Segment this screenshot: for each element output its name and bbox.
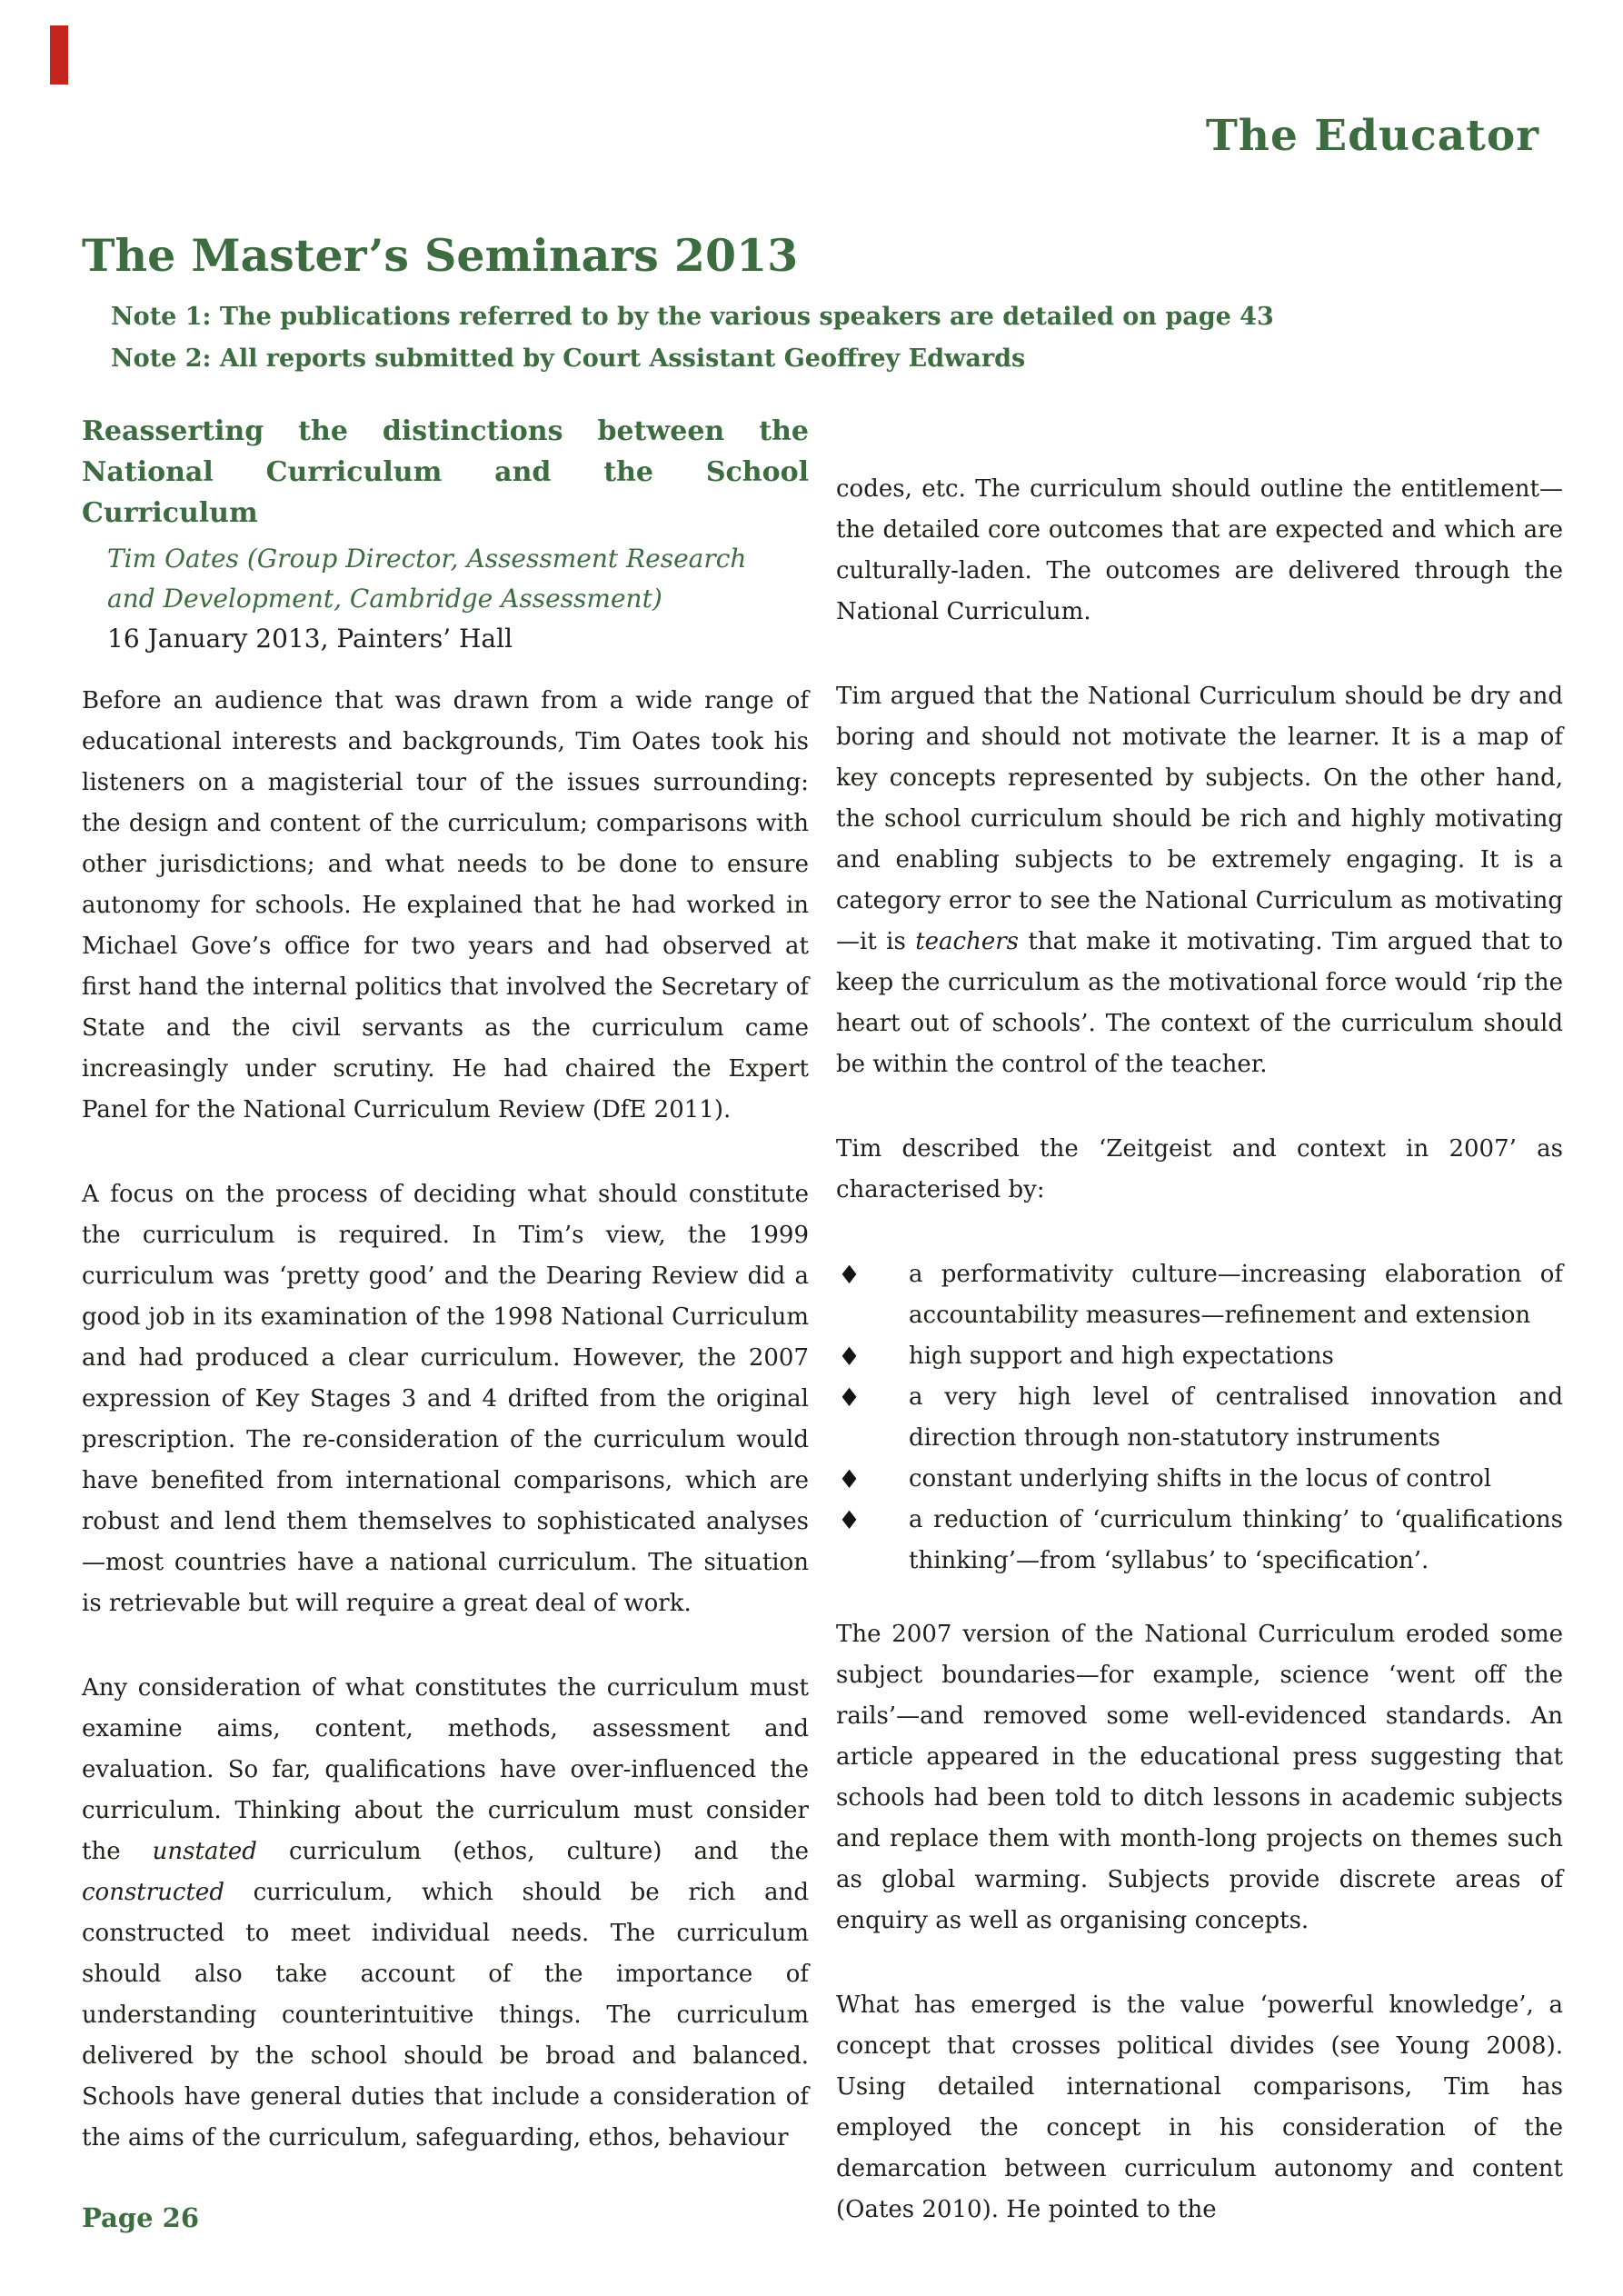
article-heading: Reasserting the distinctions between the National Curriculum and the School Curriculum: [82, 415, 809, 529]
text-segment: Tim described the ‘Zeitgeist and context in 2007’ as characterised by:: [836, 1135, 1563, 1203]
italic-text: teachers: [915, 928, 1020, 955]
bullet-item: [836, 1500, 1563, 1582]
text-segment: that make it motivating. Tim argued that to keep the curriculum as the motivational force would ‘rip the heart out of schools’. The context of the curriculum should be within the control of the teacher.: [836, 928, 1563, 1078]
masthead: The Educator: [1205, 111, 1539, 161]
paragraph: [836, 1985, 1563, 2231]
bullet-text: a performativity culture—increasing elaboration of accountability measures—refinement and extension: [909, 1261, 1563, 1329]
paragraph: [82, 1668, 809, 2159]
italic-text: unstated: [152, 1838, 257, 1865]
paragraph: [836, 1614, 1563, 1942]
diamond-bullet-icon: ♦: [838, 1260, 861, 1290]
page-number: Page 26: [82, 2202, 199, 2233]
paragraph: [82, 681, 809, 1131]
text-segment: A focus on the process of deciding what should constitute the curriculum is required. In Tim’s view, the 1999 curriculum was ‘pretty good’ and the Dearing Review did a good job in its examination of the 1998 National Curriculum and had produced a clear curriculum. However, the 2007 expression of Key Stages 3 and 4 drifted from the original prescription. The re-consideration of the curriculum would have benefited from international comparisons, which are robust and lend them themselves to sophisticated analyses—most countries have a national curriculum. The situation is retrievable but will require a great deal of work.: [82, 1181, 809, 1617]
right-column-body: [836, 469, 1563, 2231]
diamond-bullet-icon: ♦: [838, 1342, 861, 1372]
italic-text: constructed: [82, 1879, 224, 1906]
diamond-bullet-icon: ♦: [838, 1464, 861, 1494]
page-title: The Master’s Seminars 2013: [82, 229, 799, 282]
right-column: [836, 411, 1563, 2274]
article-dateline: 16 January 2013, Painters’ Hall: [107, 624, 513, 654]
bullet-text: a very high level of centralised innovation and direction through non-statutory instruments: [909, 1383, 1563, 1452]
bullet-list: [836, 1254, 1563, 1582]
text-segment: curriculum (ethos, culture) and the: [256, 1838, 809, 1865]
bullet-item: [836, 1377, 1563, 1459]
paragraph: [82, 1174, 809, 1624]
bullet-item: [836, 1254, 1563, 1336]
bullet-text: high support and high expectations: [909, 1343, 1334, 1370]
bullet-text: a reduction of ‘curriculum thinking’ to ‘qualifications thinking’—from ‘syllabus’ to ‘specification’.: [909, 1506, 1563, 1574]
bullet-item: [836, 1459, 1563, 1500]
note-line-1: Note 1: The publications referred to by the various speakers are detailed on page 43: [111, 303, 1274, 331]
text-segment: Tim argued that the National Curriculum should be dry and boring and should not motivate the learner. It is a map of key concepts represented by subjects. On the other hand, the school curriculum should be rich and highly motivating and enabling subjects to be extremely engaging. It is a category error to see the National Curriculum as motivating—it is: [836, 683, 1563, 955]
text-segment: The 2007 version of the National Curriculum eroded some subject boundaries—for example, science ‘went off the rails’—and removed some well-evidenced standards. An article appeared in the educational press suggesting that schools had been told to ditch lessons in academic subjects and replace them with month-long projects on themes such as global warming. Subjects provide discrete areas of enquiry as well as organising concepts.: [836, 1621, 1563, 1934]
two-column-layout: [82, 411, 1563, 2274]
text-segment: Any consideration of what constitutes the curriculum must examine aims, content, methods, assessment and evaluation. So far, qualifications have over-influenced the curriculum. Thinking about the curriculum must consider the: [82, 1674, 809, 1865]
notes-block: [111, 296, 1274, 380]
left-column: [82, 411, 809, 2274]
bullet-text: constant underlying shifts in the locus of control: [909, 1465, 1492, 1492]
text-segment: What has emerged is the value ‘powerful knowledge’, a concept that crosses political divides (see Young 2008). Using detailed international comparisons, Tim has employed the concept in his consideration of the demarcation between curriculum autonomy and content (Oates 2010). He pointed to the: [836, 1992, 1563, 2223]
text-segment: curriculum, which should be rich and constructed to meet individual needs. The curriculum should also take account of the importance of understanding counterintuitive things. The curriculum delivered by the school should be broad and balanced. Schools have general duties that include a consideration of the aims of the curriculum, safeguarding, ethos, behaviour: [82, 1879, 809, 2151]
text-segment: Before an audience that was drawn from a wide range of educational interests and backgrounds, Tim Oates took his listeners on a magisterial tour of the issues surrounding: the design and content of the curriculum; comparisons with other jurisdictions; and what needs to be done to ensure autonomy for schools. He explained that he had worked in Michael Gove’s office for two years and had observed at first hand the internal politics that involved the Secretary of State and the civil servants as the curriculum came increasingly under scrutiny. He had chaired the Expert Panel for the National Curriculum Review (DfE 2011).: [82, 687, 809, 1123]
diamond-bullet-icon: ♦: [838, 1505, 861, 1535]
text-segment: codes, etc. The curriculum should outline the entitlement—the detailed core outcomes that are expected and which are culturally-laden. The outcomes are delivered through the National Curriculum.: [836, 475, 1563, 625]
paragraph: [836, 469, 1563, 633]
paragraph: [836, 676, 1563, 1085]
red-bookmark-mark: [50, 25, 68, 85]
left-column-body: [82, 681, 809, 2159]
bullet-item: [836, 1336, 1563, 1377]
article-byline: Tim Oates (Group Director, Assessment Research and Development, Cambridge Assessment): [107, 544, 747, 614]
note-line-2: Note 2: All reports submitted by Court Assistant Geoffrey Edwards: [111, 344, 1026, 373]
paragraph: [836, 1129, 1563, 1211]
diamond-bullet-icon: ♦: [838, 1383, 861, 1413]
